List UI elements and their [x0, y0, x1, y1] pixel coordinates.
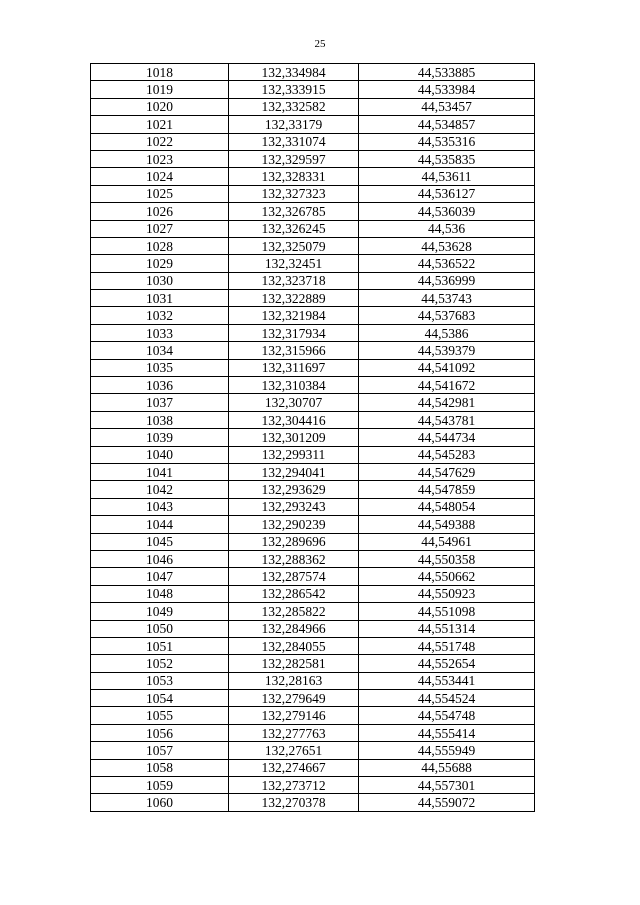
table-row [91, 672, 535, 689]
table-row [91, 133, 535, 150]
x-coordinate-cell: 132,279146 [229, 707, 359, 724]
table-row [91, 620, 535, 637]
x-coordinate-cell: 132,304416 [229, 411, 359, 428]
y-coordinate-cell: 44,536 [359, 220, 535, 237]
point-number-cell: 1019 [91, 81, 229, 98]
table-row [91, 324, 535, 341]
point-number-cell: 1051 [91, 637, 229, 654]
x-coordinate-cell: 132,315966 [229, 342, 359, 359]
y-coordinate-cell: 44,545283 [359, 446, 535, 463]
table-row [91, 290, 535, 307]
table-row [91, 533, 535, 550]
y-coordinate-cell: 44,547859 [359, 481, 535, 498]
point-number-cell: 1020 [91, 98, 229, 115]
x-coordinate-cell: 132,311697 [229, 359, 359, 376]
point-number-cell: 1028 [91, 237, 229, 254]
table-row [91, 603, 535, 620]
x-coordinate-cell: 132,301209 [229, 429, 359, 446]
table-row [91, 463, 535, 480]
x-coordinate-cell: 132,277763 [229, 724, 359, 741]
y-coordinate-cell: 44,53611 [359, 168, 535, 185]
y-coordinate-cell: 44,53457 [359, 98, 535, 115]
table-row [91, 585, 535, 602]
x-coordinate-cell: 132,270378 [229, 794, 359, 811]
coordinates-table [90, 63, 535, 812]
x-coordinate-cell: 132,288362 [229, 550, 359, 567]
table-row [91, 255, 535, 272]
y-coordinate-cell: 44,539379 [359, 342, 535, 359]
point-number-cell: 1021 [91, 116, 229, 133]
y-coordinate-cell: 44,541092 [359, 359, 535, 376]
y-coordinate-cell: 44,541672 [359, 377, 535, 394]
x-coordinate-cell: 132,321984 [229, 307, 359, 324]
table-row [91, 794, 535, 811]
y-coordinate-cell: 44,536522 [359, 255, 535, 272]
x-coordinate-cell: 132,284055 [229, 637, 359, 654]
x-coordinate-cell: 132,317934 [229, 324, 359, 341]
table-row [91, 377, 535, 394]
point-number-cell: 1042 [91, 481, 229, 498]
x-coordinate-cell: 132,294041 [229, 463, 359, 480]
x-coordinate-cell: 132,328331 [229, 168, 359, 185]
y-coordinate-cell: 44,5386 [359, 324, 535, 341]
point-number-cell: 1039 [91, 429, 229, 446]
table-row [91, 759, 535, 776]
point-number-cell: 1056 [91, 724, 229, 741]
table-row [91, 411, 535, 428]
x-coordinate-cell: 132,273712 [229, 777, 359, 794]
y-coordinate-cell: 44,53743 [359, 290, 535, 307]
x-coordinate-cell: 132,334984 [229, 64, 359, 81]
table-row [91, 777, 535, 794]
table-row [91, 707, 535, 724]
table-row [91, 359, 535, 376]
y-coordinate-cell: 44,537683 [359, 307, 535, 324]
x-coordinate-cell: 132,299311 [229, 446, 359, 463]
y-coordinate-cell: 44,555949 [359, 742, 535, 759]
x-coordinate-cell: 132,32451 [229, 255, 359, 272]
table-row [91, 724, 535, 741]
point-number-cell: 1054 [91, 690, 229, 707]
y-coordinate-cell: 44,535316 [359, 133, 535, 150]
x-coordinate-cell: 132,329597 [229, 150, 359, 167]
point-number-cell: 1044 [91, 516, 229, 533]
y-coordinate-cell: 44,534857 [359, 116, 535, 133]
point-number-cell: 1055 [91, 707, 229, 724]
y-coordinate-cell: 44,555414 [359, 724, 535, 741]
point-number-cell: 1023 [91, 150, 229, 167]
x-coordinate-cell: 132,282581 [229, 655, 359, 672]
table-row [91, 394, 535, 411]
y-coordinate-cell: 44,543781 [359, 411, 535, 428]
x-coordinate-cell: 132,331074 [229, 133, 359, 150]
table-row [91, 481, 535, 498]
table-row [91, 220, 535, 237]
point-number-cell: 1036 [91, 377, 229, 394]
table-row [91, 98, 535, 115]
y-coordinate-cell: 44,554748 [359, 707, 535, 724]
table-row [91, 168, 535, 185]
y-coordinate-cell: 44,552654 [359, 655, 535, 672]
y-coordinate-cell: 44,536127 [359, 185, 535, 202]
y-coordinate-cell: 44,551748 [359, 637, 535, 654]
x-coordinate-cell: 132,284966 [229, 620, 359, 637]
x-coordinate-cell: 132,293629 [229, 481, 359, 498]
x-coordinate-cell: 132,289696 [229, 533, 359, 550]
x-coordinate-cell: 132,287574 [229, 568, 359, 585]
point-number-cell: 1024 [91, 168, 229, 185]
point-number-cell: 1046 [91, 550, 229, 567]
point-number-cell: 1034 [91, 342, 229, 359]
x-coordinate-cell: 132,326785 [229, 203, 359, 220]
x-coordinate-cell: 132,33179 [229, 116, 359, 133]
point-number-cell: 1027 [91, 220, 229, 237]
x-coordinate-cell: 132,279649 [229, 690, 359, 707]
table-row [91, 429, 535, 446]
table-row [91, 742, 535, 759]
point-number-cell: 1035 [91, 359, 229, 376]
x-coordinate-cell: 132,322889 [229, 290, 359, 307]
point-number-cell: 1040 [91, 446, 229, 463]
y-coordinate-cell: 44,551098 [359, 603, 535, 620]
x-coordinate-cell: 132,30707 [229, 394, 359, 411]
table-row [91, 516, 535, 533]
point-number-cell: 1025 [91, 185, 229, 202]
point-number-cell: 1060 [91, 794, 229, 811]
y-coordinate-cell: 44,536039 [359, 203, 535, 220]
x-coordinate-cell: 132,310384 [229, 377, 359, 394]
table-row [91, 498, 535, 515]
table-row [91, 550, 535, 567]
table-row [91, 446, 535, 463]
y-coordinate-cell: 44,536999 [359, 272, 535, 289]
point-number-cell: 1018 [91, 64, 229, 81]
table-row [91, 185, 535, 202]
point-number-cell: 1038 [91, 411, 229, 428]
x-coordinate-cell: 132,332582 [229, 98, 359, 115]
y-coordinate-cell: 44,547629 [359, 463, 535, 480]
y-coordinate-cell: 44,550358 [359, 550, 535, 567]
y-coordinate-cell: 44,548054 [359, 498, 535, 515]
table-row [91, 116, 535, 133]
point-number-cell: 1049 [91, 603, 229, 620]
table-row [91, 637, 535, 654]
point-number-cell: 1057 [91, 742, 229, 759]
page-number: 25 [314, 38, 326, 50]
x-coordinate-cell: 132,27651 [229, 742, 359, 759]
point-number-cell: 1037 [91, 394, 229, 411]
y-coordinate-cell: 44,535835 [359, 150, 535, 167]
table-row [91, 307, 535, 324]
y-coordinate-cell: 44,542981 [359, 394, 535, 411]
point-number-cell: 1052 [91, 655, 229, 672]
y-coordinate-cell: 44,550923 [359, 585, 535, 602]
y-coordinate-cell: 44,557301 [359, 777, 535, 794]
x-coordinate-cell: 132,327323 [229, 185, 359, 202]
x-coordinate-cell: 132,290239 [229, 516, 359, 533]
table-row [91, 150, 535, 167]
y-coordinate-cell: 44,559072 [359, 794, 535, 811]
table-row [91, 342, 535, 359]
y-coordinate-cell: 44,533984 [359, 81, 535, 98]
y-coordinate-cell: 44,53628 [359, 237, 535, 254]
point-number-cell: 1022 [91, 133, 229, 150]
x-coordinate-cell: 132,323718 [229, 272, 359, 289]
y-coordinate-cell: 44,544734 [359, 429, 535, 446]
table-row [91, 203, 535, 220]
point-number-cell: 1048 [91, 585, 229, 602]
point-number-cell: 1041 [91, 463, 229, 480]
point-number-cell: 1031 [91, 290, 229, 307]
y-coordinate-cell: 44,554524 [359, 690, 535, 707]
y-coordinate-cell: 44,533885 [359, 64, 535, 81]
x-coordinate-cell: 132,274667 [229, 759, 359, 776]
y-coordinate-cell: 44,550662 [359, 568, 535, 585]
point-number-cell: 1050 [91, 620, 229, 637]
point-number-cell: 1047 [91, 568, 229, 585]
y-coordinate-cell: 44,551314 [359, 620, 535, 637]
x-coordinate-cell: 132,286542 [229, 585, 359, 602]
table-row [91, 81, 535, 98]
y-coordinate-cell: 44,55688 [359, 759, 535, 776]
point-number-cell: 1032 [91, 307, 229, 324]
point-number-cell: 1043 [91, 498, 229, 515]
table-row [91, 272, 535, 289]
table-row [91, 690, 535, 707]
x-coordinate-cell: 132,28163 [229, 672, 359, 689]
point-number-cell: 1026 [91, 203, 229, 220]
point-number-cell: 1033 [91, 324, 229, 341]
y-coordinate-cell: 44,553441 [359, 672, 535, 689]
point-number-cell: 1053 [91, 672, 229, 689]
coordinates-table-body [91, 64, 535, 812]
point-number-cell: 1029 [91, 255, 229, 272]
point-number-cell: 1030 [91, 272, 229, 289]
table-row [91, 568, 535, 585]
y-coordinate-cell: 44,549388 [359, 516, 535, 533]
table-row [91, 64, 535, 81]
table-row [91, 655, 535, 672]
point-number-cell: 1045 [91, 533, 229, 550]
x-coordinate-cell: 132,325079 [229, 237, 359, 254]
table-row [91, 237, 535, 254]
x-coordinate-cell: 132,326245 [229, 220, 359, 237]
x-coordinate-cell: 132,293243 [229, 498, 359, 515]
x-coordinate-cell: 132,333915 [229, 81, 359, 98]
x-coordinate-cell: 132,285822 [229, 603, 359, 620]
point-number-cell: 1058 [91, 759, 229, 776]
y-coordinate-cell: 44,54961 [359, 533, 535, 550]
point-number-cell: 1059 [91, 777, 229, 794]
